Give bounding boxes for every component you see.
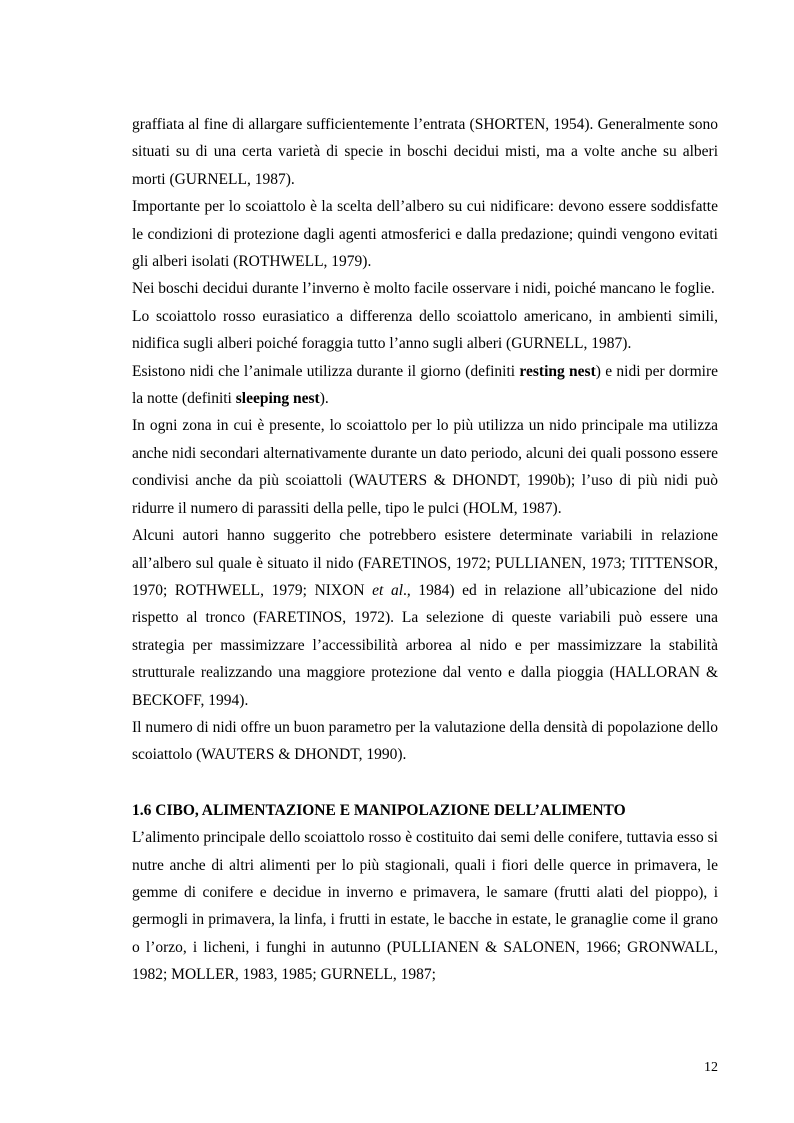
paragraph-winter-nests: Nei boschi decidui durante l’inverno è molto facile osservare i nidi, poiché mancano le foglie. [132,280,715,298]
term-resting-nest: resting nest [519,362,596,380]
text-span: Esistono nidi che l’animale utilizza durante il giorno (definiti [132,362,520,380]
et-al-italic: et al [372,581,404,599]
text-span: ) e nidi per dormire la notte (definiti [132,362,718,408]
text-span: ., 1984) ed in relazione all’ubicazione del nido rispetto al tronco (FARETINOS, 1972). La selezione di queste variabili può essere una strategia per massimizzare l’accessibilità arborea al nido e per massimizzare la stabilità strutturale realizzando una maggiore protezione dal vento e dalla pioggia (HALLORAN & BECKOFF, 1994). [132,581,719,709]
term-sleeping-nest: sleeping nest [235,390,320,408]
paragraph-nest-entrance: graffiata al fine di allargare sufficientemente l’entrata (SHORTEN, 1954). Generalmente sono situati su di una certa varietà di specie in boschi decidui misti, ma a volte anche su alberi morti (GURNELL, 1987). [132,116,718,188]
paragraph-tree-choice: Importante per lo scoiattolo è la scelta dell’albero su cui nidificare: devono essere soddisfatte le condizioni di protezione dagli agenti atmosferici e dalla predazione; quindi vengono evitati gli alberi isolati (ROTHWELL, 1979). [132,198,718,271]
paragraph-diet: L’alimento principale dello scoiattolo rosso è costituito dai semi delle conifere, tuttavia esso si nutre anche di altri alimenti per lo più stagionali, quali i fiori delle querce in primavera, le gemme di conifere e decidue in inverno e primavera, le samare (frutti alati del pioppo), i germogli in primavera, la linfa, i frutti in estate, le bacche in estate, le granaglie come il grano o l’orzo, i licheni, i funghi in autunno (PULLIANEN & SALONEN, 1966; GRONWALL, 1982; MOLLER, 1983, 1985; GURNELL, 1987; [132,829,718,984]
paragraph-nest-types [132,358,718,413]
page-number: 12 [704,1060,718,1075]
section-heading: 1.6 CIBO, ALIMENTAZIONE E MANIPOLAZIONE DELL’ALIMENTO [132,801,626,819]
paragraph-nest-count: Il numero di nidi offre un buon parametro per la valutazione della densità di popolazione dello scoiattolo (WAUTERS & DHONDT, 1990). [132,718,718,764]
paragraph-main-nest: In ogni zona in cui è presente, lo scoiattolo per lo più utilizza un nido principale ma utilizza anche nidi secondari alternativamente durante un dato periodo, alcuni dei quali possono essere condivisi anche da più scoiattoli (WAUTERS & DHONDT, 1990b); l’uso di più nidi può ridurre il numero di parassiti della pelle, tipo le pulci (HOLM, 1987). [132,417,718,517]
text-span: ). [319,390,329,408]
text-span: Alcuni autori hanno suggerito che potrebbero esistere determinate variabili in relazione all’albero sul quale è situato il nido (FARETINOS, 1972; PULLIANEN, 1973; TITTENSOR, 1970; ROTHWELL, 1979; NIXON [132,527,718,599]
body-text [132,111,718,989]
paragraph-nest-variables [132,522,718,714]
paragraph-eurasian-squirrel: Lo scoiattolo rosso eurasiatico a differenza dello scoiattolo americano, in ambienti simili, nidifica sugli alberi poiché foraggia tutto l’anno sugli alberi (GURNELL, 1987). [132,307,718,353]
